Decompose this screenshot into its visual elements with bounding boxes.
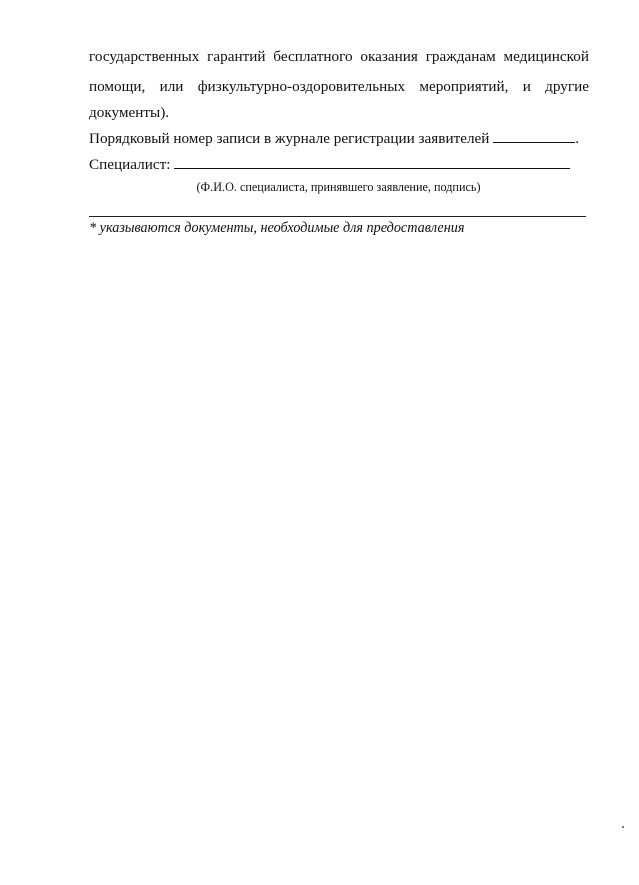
- paragraph-line-1: государственных гарантий бесплатного оказания гражданам медицинской: [89, 48, 589, 65]
- specialist-line: [89, 152, 589, 178]
- registry-number-label: Порядковый номер записи в журнале регистрации заявителей: [89, 130, 490, 147]
- paragraph-line-3: документы).: [89, 104, 170, 121]
- registry-number-blank[interactable]: [493, 129, 575, 143]
- registry-number-tail: .: [575, 130, 579, 147]
- specialist-label: Специалист:: [89, 156, 171, 173]
- paragraph-line-2: помощи, или физкультурно-оздоровительных мероприятий, и другие: [89, 78, 589, 95]
- footnote-text: * указываются документы, необходимые для предоставления: [89, 220, 465, 236]
- specialist-caption: (Ф.И.О. специалиста, принявшего заявление, подпись): [196, 180, 481, 194]
- registry-number-line: [89, 126, 589, 152]
- scan-speck: [622, 826, 624, 828]
- specialist-signature-blank[interactable]: [174, 155, 570, 169]
- footnote-divider: [89, 216, 586, 217]
